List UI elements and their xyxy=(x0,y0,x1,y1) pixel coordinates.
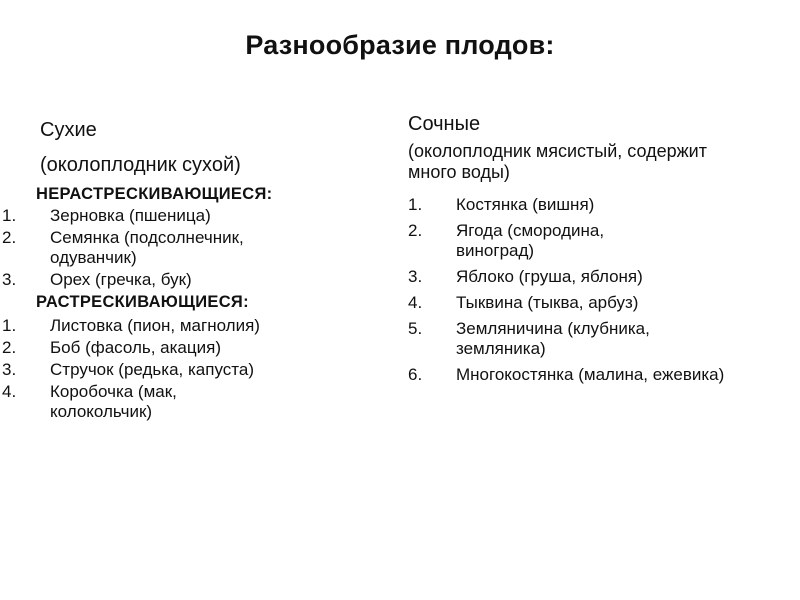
list-item-number: 4. xyxy=(2,382,17,401)
dehiscent-title: РАСТРЕСКИВАЮЩИЕСЯ: xyxy=(36,293,249,311)
list-item-text: Яблоко (груша, яблоня) xyxy=(456,267,643,286)
list-item-text: Многокостянка (малина, ежевика) xyxy=(456,365,725,384)
dry-subheading: (околоплодник сухой) xyxy=(40,154,241,176)
list-item xyxy=(2,270,390,290)
list-item xyxy=(408,319,778,359)
list-item-text: Стручок (редька, капуста) xyxy=(50,360,254,379)
juicy-heading: Сочные xyxy=(408,113,481,135)
list-item-text: Зерновка (пшеница) xyxy=(50,206,211,225)
list-item xyxy=(2,338,390,358)
list-item xyxy=(408,195,778,215)
list-item-number: 3. xyxy=(2,270,17,289)
list-item xyxy=(2,360,390,380)
list-item-text: Коробочка (мак, колокольчик) xyxy=(50,382,177,421)
list-item-text: Семянка (подсолнечник, одуванчик) xyxy=(50,228,244,267)
juicy-list xyxy=(408,195,778,385)
list-item-text: Орех (гречка, бук) xyxy=(50,270,192,289)
list-item-text: Боб (фасоль, акация) xyxy=(50,338,221,357)
list-item-number: 3. xyxy=(2,360,17,379)
list-item-text: Тыквина (тыква, арбуз) xyxy=(456,293,639,312)
list-item-text: Ягода (смородина, виноград) xyxy=(456,221,605,260)
juicy-subheading: (околоплодник мясистый, содержит много воды) xyxy=(408,141,707,182)
list-item xyxy=(408,267,778,287)
list-item xyxy=(2,206,390,226)
list-item xyxy=(2,316,390,336)
indehiscent-title: НЕРАСТРЕСКИВАЮЩИЕСЯ: xyxy=(36,185,273,203)
list-item-text: Земляничина (клубника, земляника) xyxy=(456,319,650,358)
list-item-number: 6. xyxy=(408,365,423,384)
dry-heading: Сухие xyxy=(40,119,97,141)
list-item-text: Листовка (пион, магнолия) xyxy=(50,316,260,335)
list-item xyxy=(2,382,390,422)
list-item xyxy=(408,293,778,313)
list-item-text: Костянка (вишня) xyxy=(456,195,595,214)
list-item-number: 1. xyxy=(408,195,423,214)
list-item-number: 1. xyxy=(2,316,17,335)
list-item-number: 5. xyxy=(408,319,423,338)
list-item-number: 2. xyxy=(2,228,17,247)
juicy-fruits-column xyxy=(408,112,778,391)
dehiscent-list xyxy=(2,316,390,422)
list-item-number: 2. xyxy=(408,221,423,240)
list-item xyxy=(408,365,778,385)
list-item xyxy=(408,221,778,261)
list-item-number: 4. xyxy=(408,293,423,312)
slide-title: Разнообразие плодов: xyxy=(245,30,555,60)
list-item-number: 3. xyxy=(408,267,423,286)
list-item-number: 2. xyxy=(2,338,17,357)
list-item xyxy=(2,228,390,268)
dry-fruits-column xyxy=(2,118,390,424)
list-item-number: 1. xyxy=(2,206,17,225)
indehiscent-list xyxy=(2,206,390,290)
